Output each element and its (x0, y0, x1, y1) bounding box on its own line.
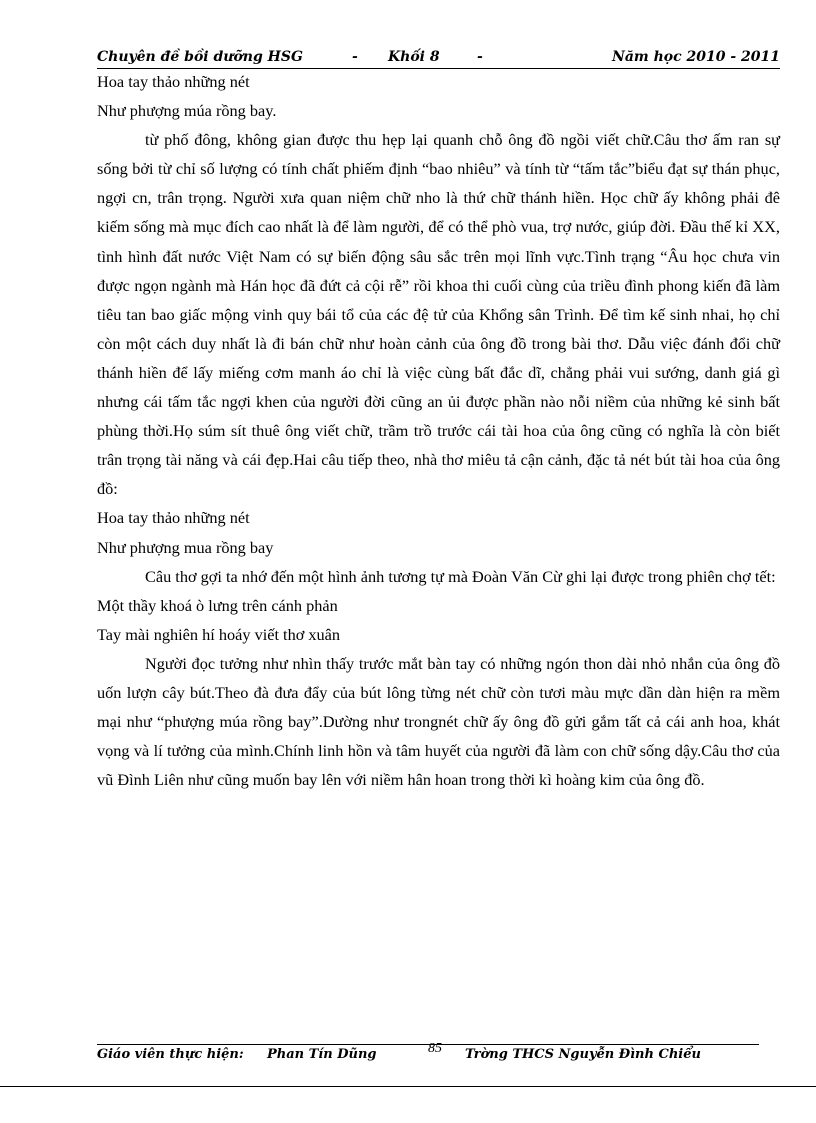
page-header (97, 48, 780, 69)
header-separator: - (352, 49, 358, 65)
verse-line: Như phượng múa rồng bay. (97, 101, 277, 121)
footer-teacher-name: Phan Tín Dũng (267, 1047, 377, 1062)
verse-line: Như phượng mua rồng bay (97, 537, 274, 557)
verse-line: Tay mài nghiên hí hoáy viết thơ xuân (97, 624, 341, 644)
header-school-year: Năm học 2010 - 2011 (612, 49, 780, 65)
verse-line: Hoa tay thảo những nét (97, 72, 250, 91)
document-body (97, 67, 780, 794)
header-grade: Khối 8 (388, 49, 440, 65)
page-number: 85 (428, 1041, 442, 1056)
verse-line: Một thầy khoá ò lưng trên cánh phản (97, 595, 338, 615)
body-paragraph: từ phố đông, không gian được thu hẹp lại quanh chỗ ông đồ ngồi viết chữ.Câu thơ ấm ran sự sống bởi từ chỉ số lượng có tính chất phiếm định “bao nhiêu” và tính từ “tấm tắc”biểu đạt sự thán phục, ngợi cn, trân trọng. Người xưa quan niệm chữ nho là thứ chữ thánh hiền. Học chữ ấy không phải đê kiếm sống mà mục đích cao nhất là để làm người, để có thể phò vua, trợ nước, giúp đời. Đầu thế kỉ XX, tình hình đất nước Việt Nam có sự biến động sâu sắc trên mọi lĩnh vực.Tình trạng “Âu học chưa vin được ngọn ngành mà Hán học đã đứt cả cội rễ” rồi khoa thi cuối cùng của triều đình phong kiến đã làm tiêu tan bao giấc mộng vinh quy bái tổ của các đệ tử của Khổng sân Trình. Để tìm kế sinh nhai, họ chỉ còn một cách duy nhất là đi bán chữ như hoàn cảnh của ông đồ trong bài thơ. Dẫu việc đánh đổi chữ thánh hiền để lấy miếng cơm manh áo chỉ là việc cùng bất đắc dĩ, chẳng phải vui sướng, danh giá gì nhưng cái tấm tắc ngợi khen của người đời cũng an ủi được phần nào nỗi niềm của những kẻ sinh bất phùng thời.Họ súm sít thuê ông viết chữ, trầm trồ trước cái tài hoa của ông cũng có nghĩa là còn biết trân trọng tài năng và cái đẹp.Hai câu tiếp theo, nhà thơ miêu tả cận cảnh, đặc tả nét bút tài hoa của ông đồ: (97, 130, 780, 499)
body-paragraph: Người đọc tưởng như nhìn thấy trước mắt bàn tay có những ngón thon dài nhỏ nhắn của ông đồ uốn lượn cây bút.Theo đà đưa đẩy của bút lông từng nét chữ còn tươi màu mực dần dàn hiện ra mềm mại như “phượng múa rồng bay”.Dường như trongnét chữ ấy ông đồ gửi gắm tất cả cái anh hoa, khát vọng và lí tưởng của mình.Chính linh hồn và tâm huyết của người đã làm con chữ sống dậy.Câu thơ của vũ Đình Liên như cũng muốn bay lên với niềm hân hoan trong thời kì hoàng kim của ông đồ. (97, 653, 780, 790)
body-paragraph: Câu thơ gợi ta nhớ đến một hình ảnh tương tự mà Đoàn Văn Cừ ghi lại được trong phiên chợ tết: (145, 566, 776, 586)
verse-line: Hoa tay thảo những nét (97, 508, 250, 528)
footer-teacher-label: Giáo viên thực hiện: (97, 1047, 244, 1062)
footer-school: Trờng THCS Nguyễn Đình Chiểu (465, 1047, 701, 1062)
page-bottom-divider (0, 1086, 816, 1087)
header-subject: Chuyên đề bồi dưỡng HSG (97, 49, 303, 65)
page-footer (97, 1041, 759, 1065)
header-separator: - (477, 49, 483, 65)
